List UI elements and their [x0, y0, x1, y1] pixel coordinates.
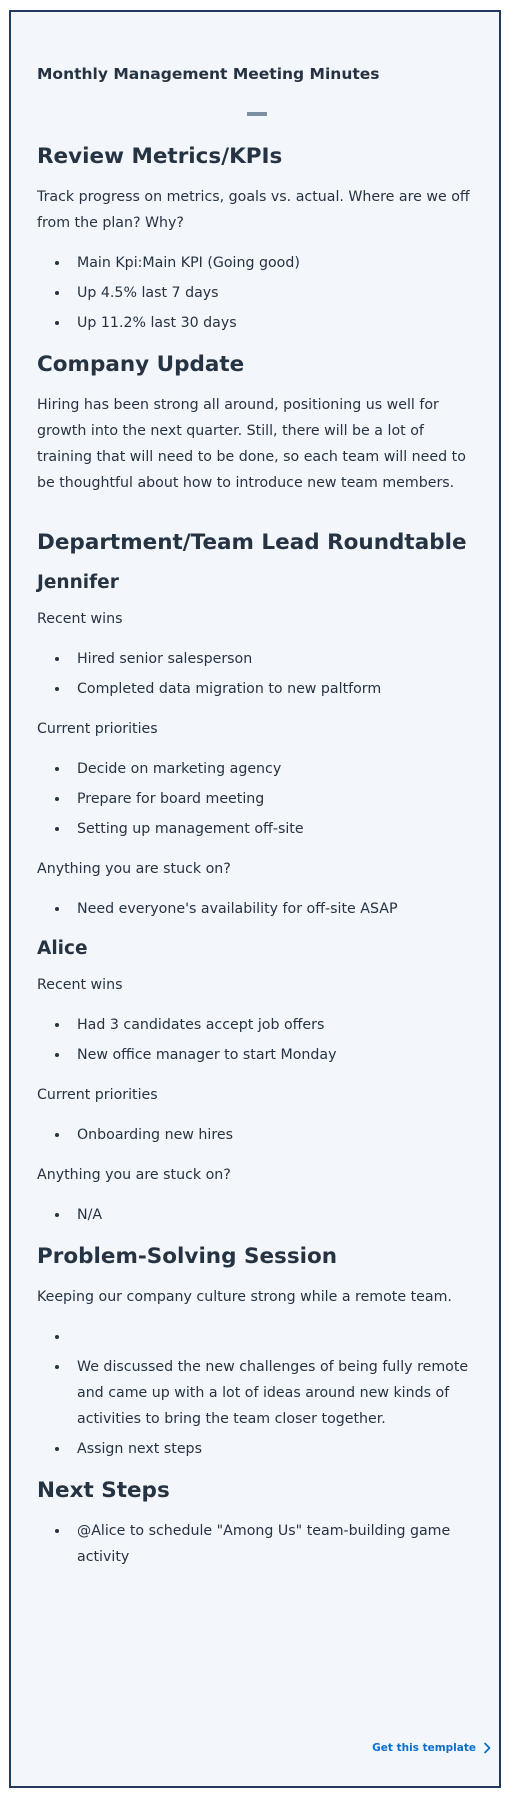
list-item: Setting up management off-site: [77, 816, 479, 842]
list-item: Prepare for board meeting: [77, 786, 479, 812]
roundtable-heading: Department/Team Lead Roundtable: [37, 530, 467, 555]
stuck-label: Anything you are stuck on?: [37, 861, 231, 877]
priorities-list: [37, 1122, 479, 1148]
list-item: New office manager to start Monday: [77, 1042, 479, 1068]
company-update-heading: Company Update: [37, 352, 245, 377]
list-item: [77, 1324, 479, 1350]
next-steps-heading: Next Steps: [37, 1478, 170, 1503]
wins-label: Recent wins: [37, 611, 123, 627]
section-spacer: [37, 510, 479, 528]
lead-name: Alice: [37, 938, 88, 959]
list-item: Hired senior salesperson: [77, 646, 479, 672]
roundtable-section: [37, 528, 479, 1228]
get-template-label: Get this template: [372, 1742, 476, 1754]
document-body: [37, 142, 479, 1584]
metrics-heading: Review Metrics/KPIs: [37, 144, 283, 169]
list-item: Need everyone's availability for off-site ASAP: [77, 896, 479, 922]
company-update-body: Hiring has been strong all around, positioning us well for growth into the next quarter. Still, there will be a lot of training that will need to be done, so each team will need to be thoughtful about how to introduce new team members.: [37, 397, 466, 491]
stuck-list: [37, 1202, 479, 1228]
problem-solving-list: [37, 1324, 479, 1462]
priorities-label: Current priorities: [37, 1087, 158, 1103]
list-item: Onboarding new hires: [77, 1122, 479, 1148]
metrics-section: [37, 142, 479, 336]
list-item: Decide on marketing agency: [77, 756, 479, 782]
document-title: Monthly Management Meeting Minutes: [37, 65, 380, 83]
metrics-list: [37, 250, 479, 336]
list-item: Up 4.5% last 7 days: [77, 280, 479, 306]
list-item: Up 11.2% last 30 days: [77, 310, 479, 336]
list-item: Main Kpi:Main KPI (Going good): [77, 250, 479, 276]
next-steps-section: [37, 1476, 479, 1570]
lead-alice: [37, 936, 479, 1228]
company-update-section: [37, 350, 479, 496]
list-item: Had 3 candidates accept job offers: [77, 1012, 479, 1038]
wins-list: [37, 1012, 479, 1068]
wins-list: [37, 646, 479, 702]
list-item: We discussed the new challenges of being fully remote and came up with a lot of ideas around new kinds of activities to bring the team closer together.: [77, 1354, 479, 1432]
list-item: N/A: [77, 1202, 479, 1228]
get-template-link[interactable]: [372, 1742, 492, 1754]
stuck-list: [37, 896, 479, 922]
priorities-label: Current priorities: [37, 721, 158, 737]
next-steps-list: [37, 1518, 479, 1570]
list-item: @Alice to schedule "Among Us" team-building game activity: [77, 1518, 479, 1570]
wins-label: Recent wins: [37, 977, 123, 993]
priorities-list: [37, 756, 479, 842]
list-item: Completed data migration to new paltform: [77, 676, 479, 702]
chevron-right-icon: [482, 1742, 492, 1754]
list-item: Assign next steps: [77, 1436, 479, 1462]
problem-solving-intro: Keeping our company culture strong while a remote team.: [37, 1289, 452, 1305]
document-frame: [9, 10, 501, 1788]
problem-solving-section: [37, 1242, 479, 1462]
metrics-intro: Track progress on metrics, goals vs. actual. Where are we off from the plan? Why?: [37, 189, 470, 231]
stuck-label: Anything you are stuck on?: [37, 1167, 231, 1183]
problem-solving-heading: Problem-Solving Session: [37, 1244, 338, 1269]
title-divider: [247, 112, 267, 116]
lead-name: Jennifer: [37, 572, 119, 593]
lead-jennifer: [37, 570, 479, 922]
